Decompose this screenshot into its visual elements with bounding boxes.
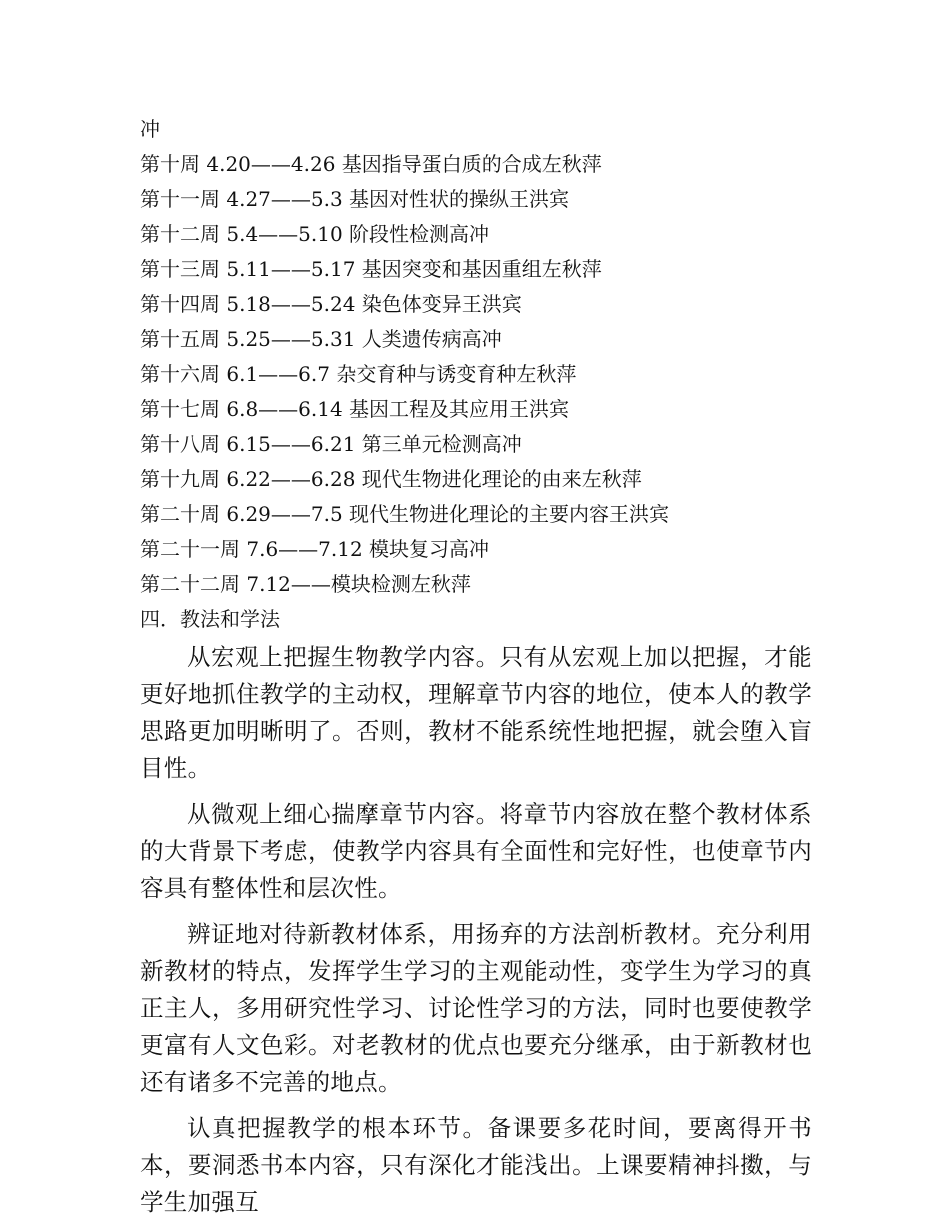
body-paragraph: 认真把握教学的根本环节。备课要多花时间，要离得开书本，要洞悉书本内容，只有深化才能浅出。上课要精神抖擞，与学生加强互: [140, 1114, 812, 1216]
section-heading: 四．教法和学法: [140, 607, 280, 631]
schedule-line: 第十三周 5.11——5.17 基因突变和基因重组左秋萍: [140, 257, 602, 281]
schedule-line: 第二十二周 7.12——模块检测左秋萍: [140, 572, 471, 596]
schedule-line: 第十六周 6.1——6.7 杂交育种与诱变育种左秋萍: [140, 362, 577, 386]
body-paragraph: 从微观上细心揣摩章节内容。将章节内容放在整个教材体系的大背景下考虑，使教学内容具有全面性和完好性，也使章节内容具有整体性和层次性。: [140, 800, 812, 902]
document-body: [140, 112, 812, 1230]
body-paragraph: 从宏观上把握生物教学内容。只有从宏观上加以把握，才能更好地抓住教学的主动权，理解章节内容的地位，使本人的教学思路更加明晰明了。否则，教材不能系统性地把握，就会堕入盲目性。: [140, 643, 812, 782]
schedule-line: 第十八周 6.15——6.21 第三单元检测高冲: [140, 432, 522, 456]
schedule-line: 第十周 4.20——4.26 基因指导蛋白质的合成左秋萍: [140, 152, 602, 176]
schedule-line: 第十一周 4.27——5.3 基因对性状的操纵王洪宾: [140, 187, 570, 211]
schedule-line: 第二十周 6.29——7.5 现代生物进化理论的主要内容王洪宾: [140, 502, 670, 526]
schedule-line: 冲: [140, 117, 160, 141]
schedule-line: 第十五周 5.25——5.31 人类遗传病高冲: [140, 327, 502, 351]
body-paragraph: 辨证地对待新教材体系，用扬弃的方法剖析教材。充分利用新教材的特点，发挥学生学习的主观能动性，变学生为学习的真正主人，多用研究性学习、讨论性学习的方法，同时也要使教学更富有人文色彩。对老教材的优点也要充分继承，由于新教材也还有诸多不完善的地点。: [140, 920, 812, 1096]
schedule-line: 第十二周 5.4——5.10 阶段性检测高冲: [140, 222, 490, 246]
schedule-line: 第十七周 6.8——6.14 基因工程及其应用王洪宾: [140, 397, 570, 421]
schedule-line: 第十四周 5.18——5.24 染色体变异王洪宾: [140, 292, 522, 316]
schedule-line: 第二十一周 7.6——7.12 模块复习高冲: [140, 537, 490, 561]
schedule-line: 第十九周 6.22——6.28 现代生物进化理论的由来左秋萍: [140, 467, 642, 491]
